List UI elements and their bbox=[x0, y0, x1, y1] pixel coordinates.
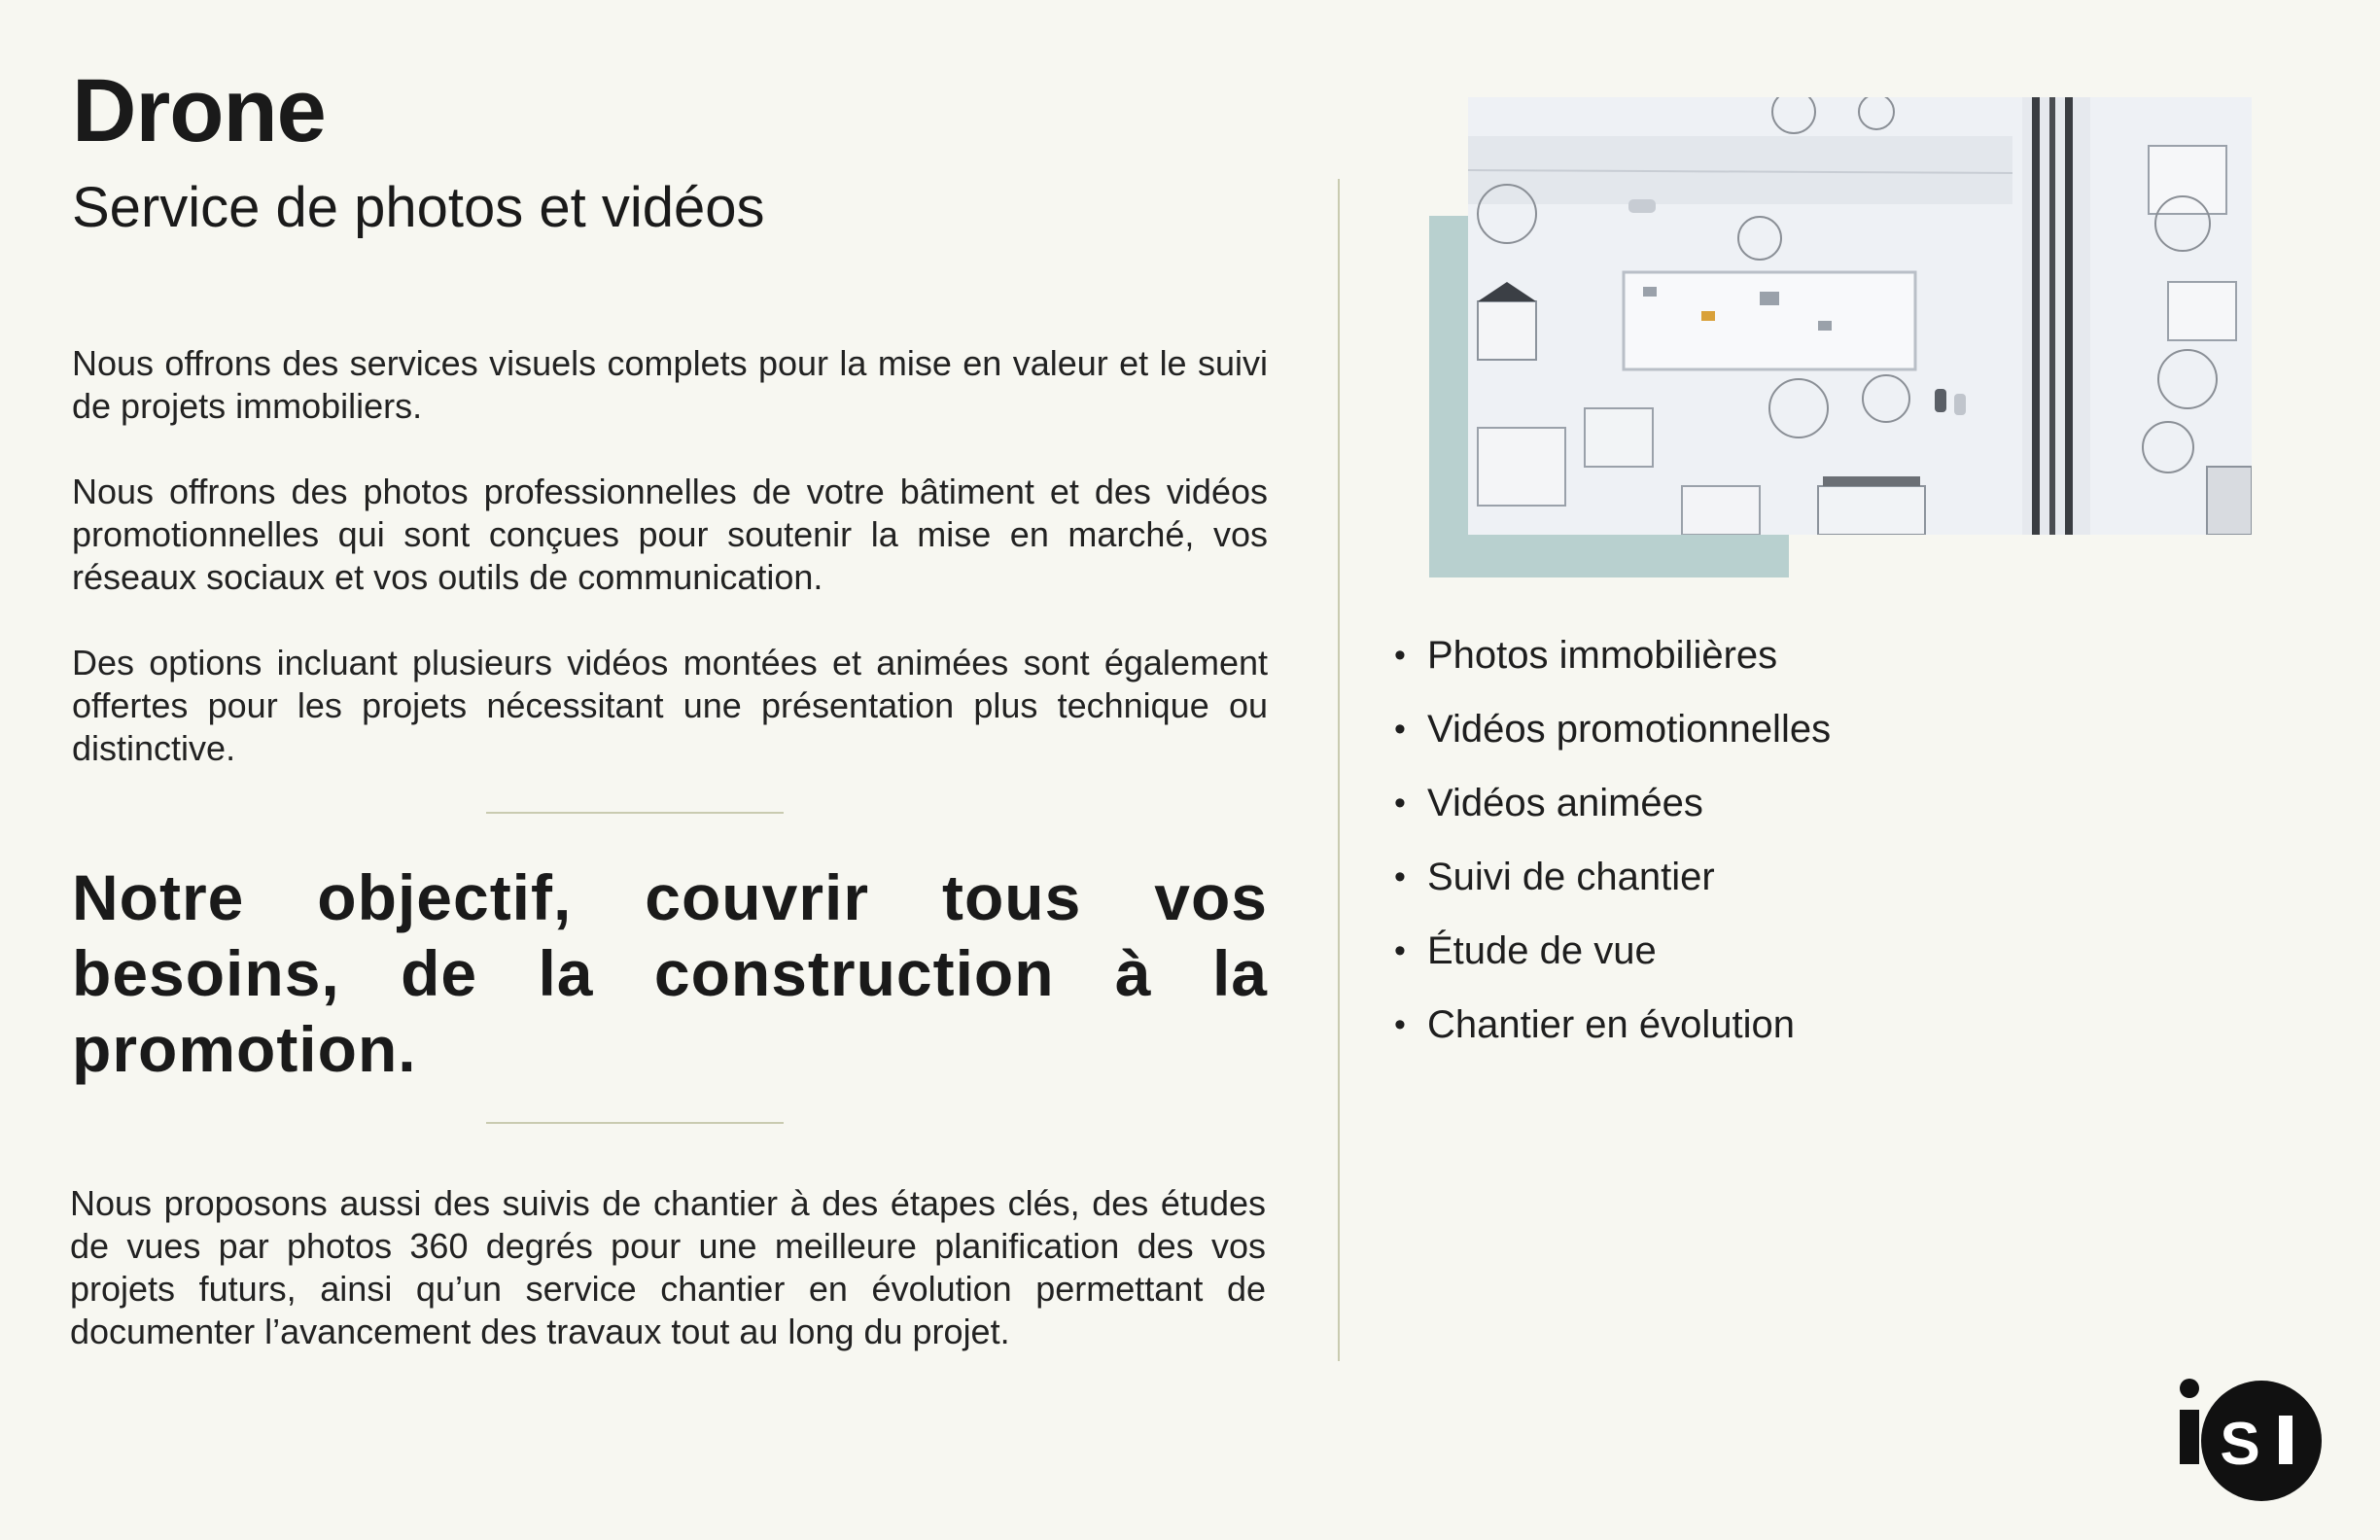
aerial-winter-photo bbox=[1468, 97, 2252, 535]
bullet-icon: • bbox=[1394, 932, 1406, 969]
service-item-site-tracking bbox=[1394, 840, 1831, 914]
intro-paragraph: Nous offrons des services visuels complets pour la mise en valeur et le suivi de projets immobiliers. bbox=[72, 343, 1268, 426]
bullet-icon: • bbox=[1394, 858, 1406, 895]
service-item-view-study bbox=[1394, 914, 1831, 988]
page-title: Drone bbox=[72, 61, 326, 160]
service-label: Photos immobilières bbox=[1427, 634, 1778, 677]
bullet-icon: • bbox=[1394, 1006, 1406, 1043]
bullet-icon: • bbox=[1394, 711, 1406, 748]
bullet-icon: • bbox=[1394, 785, 1406, 822]
bullet-icon: • bbox=[1394, 637, 1406, 674]
service-label: Vidéos animées bbox=[1427, 782, 1703, 824]
service-label: Étude de vue bbox=[1427, 929, 1657, 972]
aerial-photo-illustration bbox=[1468, 97, 2252, 535]
service-item-promo-videos bbox=[1394, 692, 1831, 766]
service-label: Suivi de chantier bbox=[1427, 856, 1715, 898]
service-item-site-evolution bbox=[1394, 988, 1831, 1062]
service-item-photos bbox=[1394, 618, 1831, 692]
options-paragraph: Des options incluant plusieurs vidéos montées et animées sont également offertes pour les projets nécessitant une présentation plus technique ou distinctive. bbox=[72, 643, 1268, 768]
service-label: Vidéos promotionnelles bbox=[1427, 708, 1832, 751]
isi-logo-graphic bbox=[2178, 1371, 2333, 1501]
service-item-animated-videos bbox=[1394, 766, 1831, 840]
photos-paragraph: Nous offrons des photos professionnelles de votre bâtiment et des vidéos promotionnelles qui sont conçues pour soutenir la mise en marché, vos réseaux sociaux et vos outils de communication. bbox=[72, 472, 1268, 597]
svg-text:S: S bbox=[2220, 1411, 2260, 1478]
column-separator bbox=[1338, 179, 1340, 1361]
service-label: Chantier en évolution bbox=[1427, 1003, 1796, 1046]
divider-bottom bbox=[486, 1122, 784, 1124]
isi-logo-icon bbox=[2178, 1371, 2333, 1501]
services-list bbox=[1394, 618, 1831, 1062]
page-subtitle: Service de photos et vidéos bbox=[72, 176, 765, 239]
divider-top bbox=[486, 812, 784, 814]
objective-statement: Notre objectif, couvrir tous vos besoins, de la construction à la promotion. bbox=[72, 861, 1268, 1085]
tracking-paragraph: Nous proposons aussi des suivis de chantier à des étapes clés, des études de vues par photos 360 degrés pour une meilleure planification des vos projets futurs, ainsi qu’un service chantier en évolution permettant de documenter l’avancement des travaux tout au long du projet. bbox=[70, 1183, 1266, 1351]
